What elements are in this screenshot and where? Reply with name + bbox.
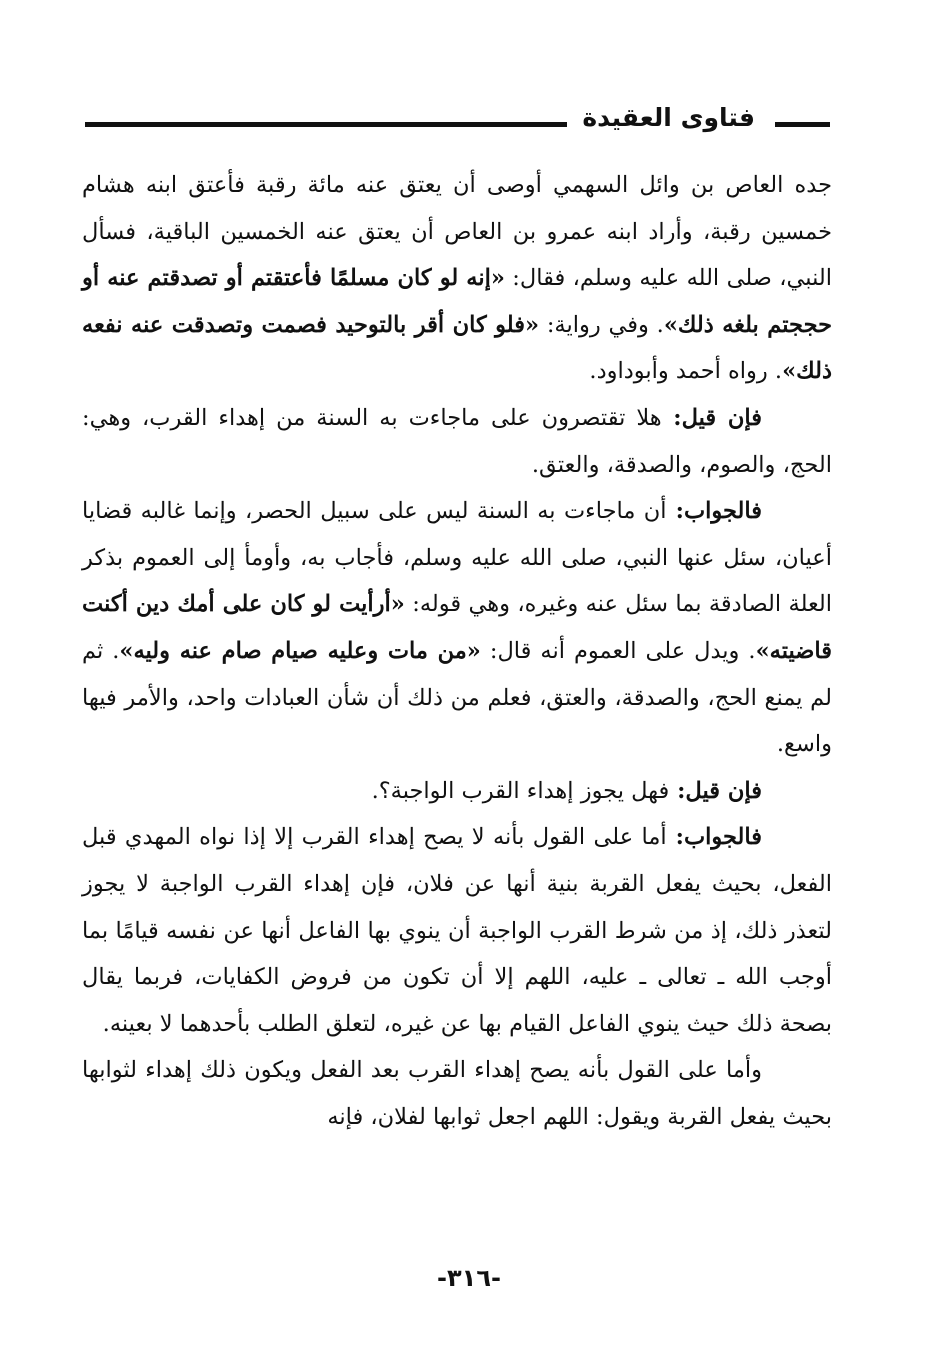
text-run: أن ماجاءت به السنة ليس على سبيل الحصر، وإنما غالبه قضايا أعيان، سئل عنها النبي، صلى الله عليه وسلم، فأجاب به، وأومأ إلى العموم بذكر العلة الصادقة بما سئل عنه وغيره، وهي قوله: bbox=[82, 498, 832, 618]
header-rule-short bbox=[775, 122, 830, 127]
body-text bbox=[82, 162, 832, 1140]
text-run: جده العاص بن وائل السهمي أوصى أن يعتق عنه مائة رقبة فأعتق ابنه هشام خمسين رقبة، وأراد ابنه عمرو بن العاص أن يعتق عنه الخمسين الباقية، فسأل النبي، صلى الله عليه وسلم، فقال: bbox=[82, 172, 832, 292]
hadith-quote: «من مات وعليه صيام صام عنه وليه» bbox=[119, 637, 481, 664]
text-run: وأما على القول بأنه يصح إهداء القرب بعد الفعل ويكون ذلك إهداء لثوابها بحيث يفعل القربة ويقول: اللهم اجعل ثوابها لفلان، فإنه bbox=[82, 1057, 832, 1130]
text-run: . ويدل على العموم أنه قال: bbox=[480, 637, 756, 664]
hadith-quote: «إنه لو كان مسلمًا فأعتقتم أو تصدقتم عنه أو حججتم بلغه ذلك» bbox=[82, 265, 833, 338]
text-run: أما على القول بأنه لا يصح إهداء القرب إلا إذا نواه المهدي قبل الفعل، بحيث يفعل القربة بنية أنها عن فلان، فإن إهداء القرب الواجبة لا يجوز لتعذر ذلك، إذ من شرط القرب الواجبة أن ينوي بها الفاعل أنها عن نفسه قيامًا بما أوجب الله ـ تعالى ـ عليه، اللهم إلا أن تكون من فروض الكفايات، فربما يقال بصحة ذلك حيث ينوي الفاعل القيام بها عن غيره، لتعلق الطلب بأحدهما لا بعينه. bbox=[82, 824, 832, 1037]
text-run: فهل يجوز إهداء القرب الواجبة؟. bbox=[371, 777, 670, 804]
text-run: . ثم لم يمنع الحج، والصدقة، والعتق، فعلم من ذلك أن شأن العبادات واحد، والأمر فيها واسع. bbox=[82, 637, 832, 758]
question-label: فإن قيل: bbox=[661, 404, 762, 431]
paragraph-hadith-narration bbox=[82, 162, 832, 395]
hadith-quote: «أرأيت لو كان على أمك دين أكنت قاضيته» bbox=[82, 591, 832, 664]
text-run: . رواه أحمد وأبوداود. bbox=[589, 358, 783, 385]
answer-label: فالجواب: bbox=[666, 498, 762, 525]
paragraph-question-2 bbox=[82, 768, 832, 815]
page-number: -٣١٦- bbox=[437, 1264, 501, 1292]
hadith-quote: «فلو كان أقر بالتوحيد فصمت وتصدقت عنه نفعه ذلك» bbox=[82, 311, 832, 385]
text-run: هلا تقتصرون على ماجاءت به السنة من إهداء القرب، وهي: الحج، والصوم، والصدقة، والعتق. bbox=[82, 404, 832, 478]
paragraph-continuation bbox=[82, 1047, 832, 1140]
answer-label: فالجواب: bbox=[666, 824, 763, 851]
paragraph-answer-2 bbox=[82, 814, 832, 1047]
text-run: . وفي رواية: bbox=[539, 311, 664, 338]
running-header bbox=[85, 100, 830, 140]
question-label: فإن قيل: bbox=[669, 777, 762, 804]
paragraph-answer-1 bbox=[82, 488, 832, 768]
book-title: فتاوى العقيدة bbox=[582, 103, 755, 132]
header-rule-long bbox=[85, 122, 567, 127]
paragraph-question-1 bbox=[82, 395, 832, 488]
